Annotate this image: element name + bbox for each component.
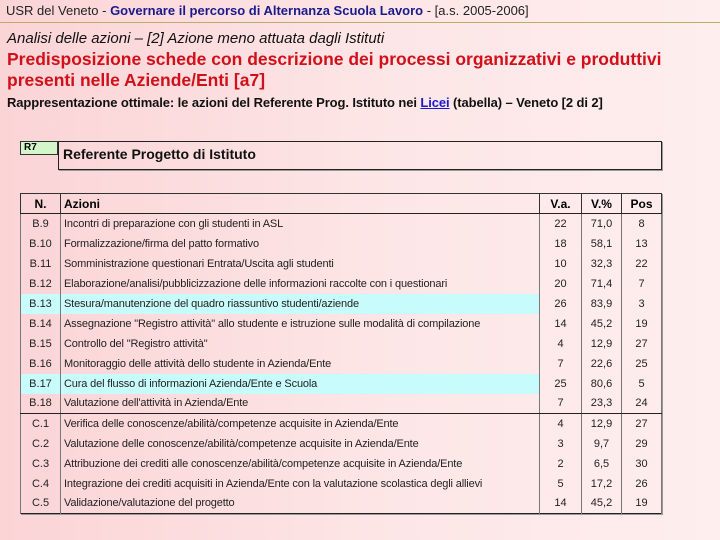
column-header-vp: V.% [582,194,622,214]
column-header-azioni: Azioni [61,194,540,214]
table-body [21,214,662,514]
licei-link[interactable]: Licei [420,95,450,110]
row-position: 29 [622,434,662,454]
row-percent-value: 9,7 [582,434,622,454]
row-action: Verifica delle conoscenze/abilità/competenze acquisite in Azienda/Ente [61,414,540,434]
row-absolute-value: 7 [540,394,582,414]
row-absolute-value: 14 [540,494,582,514]
row-number: C.4 [21,474,61,494]
row-action: Validazione/valutazione del progetto [61,494,540,514]
column-header-va: V.a. [540,194,582,214]
row-absolute-value: 2 [540,454,582,474]
row-number: B.9 [21,214,61,234]
table-row [21,454,662,474]
table-header-row [21,194,662,214]
caption-text-after: (tabella) – Veneto [2 di 2] [449,95,603,110]
row-number: B.18 [21,394,61,414]
row-absolute-value: 18 [540,234,582,254]
row-action: Valutazione dell'attività in Azienda/Ente [61,394,540,414]
table-row [21,234,662,254]
row-position: 26 [622,474,662,494]
row-position: 13 [622,234,662,254]
row-absolute-value: 5 [540,474,582,494]
row-position: 3 [622,294,662,314]
header-bar [0,0,720,23]
row-action: Formalizzazione/firma del patto formativo [61,234,540,254]
table-row [21,254,662,274]
row-position: 22 [622,254,662,274]
row-position: 5 [622,374,662,394]
row-percent-value: 71,4 [582,274,622,294]
row-action: Elaborazione/analisi/pubblicizzazione delle informazioni raccolte con i questionari [61,274,540,294]
header-school-year: - [a.s. 2005-2006] [423,3,529,18]
row-position: 7 [622,274,662,294]
section-tag: R7 [20,141,58,155]
row-action: Stesura/manutenzione del quadro riassuntivo studenti/aziende [61,294,540,314]
row-number: B.10 [21,234,61,254]
row-position: 30 [622,454,662,474]
row-position: 19 [622,494,662,514]
row-percent-value: 22,6 [582,354,622,374]
row-percent-value: 23,3 [582,394,622,414]
table-row [21,494,662,514]
section-title: Referente Progetto di Istituto [63,146,256,162]
row-percent-value: 45,2 [582,314,622,334]
row-percent-value: 80,6 [582,374,622,394]
table-row [21,334,662,354]
table-row [21,274,662,294]
row-absolute-value: 14 [540,314,582,334]
row-number: B.17 [21,374,61,394]
row-action: Assegnazione "Registro attività" allo studente e istruzione sulle modalità di compilazione [61,314,540,334]
row-position: 25 [622,354,662,374]
row-absolute-value: 3 [540,434,582,454]
row-absolute-value: 10 [540,254,582,274]
row-percent-value: 58,1 [582,234,622,254]
row-percent-value: 12,9 [582,414,622,434]
row-position: 24 [622,394,662,414]
row-absolute-value: 20 [540,274,582,294]
row-percent-value: 32,3 [582,254,622,274]
main-title: Predisposizione schede con descrizione dei processi organizzativi e produttivi presenti nelle Aziende/Enti [a7] [7,49,662,90]
row-percent-value: 83,9 [582,294,622,314]
row-percent-value: 12,9 [582,334,622,354]
table-row [21,214,662,234]
actions-table [20,193,662,514]
row-percent-value: 71,0 [582,214,622,234]
row-percent-value: 6,5 [582,454,622,474]
row-number: B.14 [21,314,61,334]
row-absolute-value: 26 [540,294,582,314]
row-number: C.5 [21,494,61,514]
row-number: C.1 [21,414,61,434]
row-action: Somministrazione questionari Entrata/Uscita agli studenti [61,254,540,274]
row-number: B.15 [21,334,61,354]
table-row [21,374,662,394]
table-row [21,474,662,494]
column-header-pos: Pos [622,194,662,214]
row-action: Cura del flusso di informazioni Azienda/Ente e Scuola [61,374,540,394]
row-number: B.13 [21,294,61,314]
header-project-title: Governare il percorso di Alternanza Scuola Lavoro [110,3,424,18]
row-action: Attribuzione dei crediti alle conoscenze/abilità/competenze acquisite in Azienda/Ente [61,454,540,474]
caption-text-before: Rappresentazione ottimale: le azioni del Referente Prog. Istituto nei [7,95,421,110]
column-header-n: N. [21,194,61,214]
row-action: Incontri di preparazione con gli studenti in ASL [61,214,540,234]
table-row [21,394,662,414]
row-action: Controllo del "Registro attività" [61,334,540,354]
row-position: 27 [622,414,662,434]
table-row [21,294,662,314]
row-action: Monitoraggio delle attività dello studente in Azienda/Ente [61,354,540,374]
row-number: B.11 [21,254,61,274]
row-percent-value: 17,2 [582,474,622,494]
row-action: Valutazione delle conoscenze/abilità/competenze acquisite in Azienda/Ente [61,434,540,454]
row-number: C.3 [21,454,61,474]
row-number: B.16 [21,354,61,374]
table-row [21,354,662,374]
row-absolute-value: 4 [540,414,582,434]
row-percent-value: 45,2 [582,494,622,514]
table-row [21,314,662,334]
row-absolute-value: 7 [540,354,582,374]
row-number: B.12 [21,274,61,294]
subtitle: Analisi delle azioni – [2] Azione meno attuata dagli Istituti [7,30,385,47]
row-absolute-value: 25 [540,374,582,394]
row-absolute-value: 22 [540,214,582,234]
table-row [21,434,662,454]
table-row [21,414,662,434]
row-action: Integrazione dei crediti acquisiti in Azienda/Ente con la valutazione scolastica degli allievi [61,474,540,494]
row-absolute-value: 4 [540,334,582,354]
row-position: 8 [622,214,662,234]
row-number: C.2 [21,434,61,454]
header-org: USR del Veneto - [6,3,111,18]
caption [7,95,603,110]
row-position: 19 [622,314,662,334]
row-position: 27 [622,334,662,354]
